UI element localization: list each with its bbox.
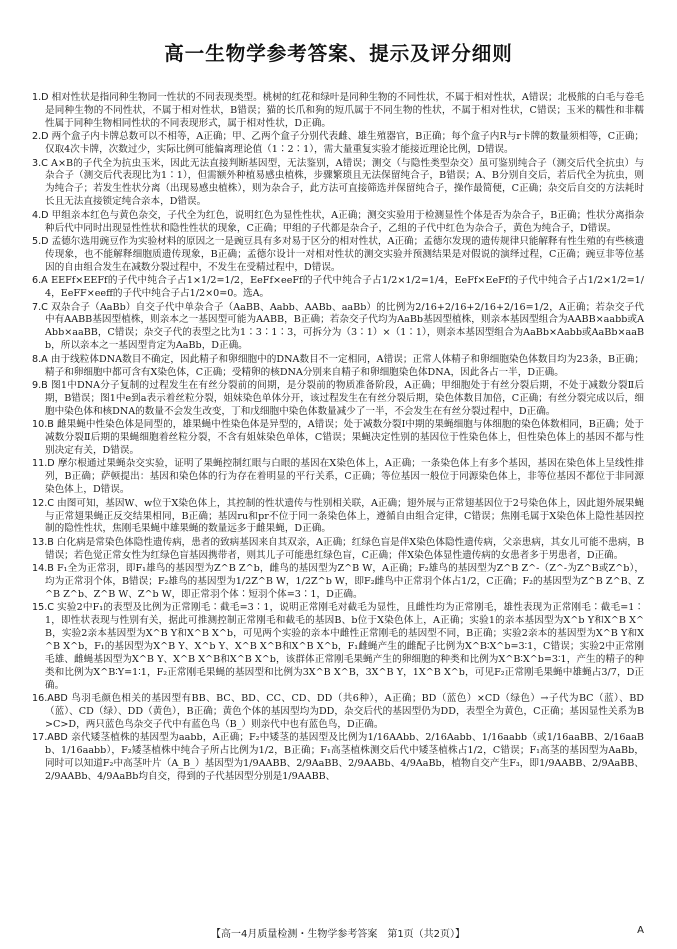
answer-number: 6.A <box>32 275 48 287</box>
answer-item <box>32 537 644 563</box>
answer-number: 3.C <box>32 157 48 169</box>
answer-number: 15.C <box>32 602 54 614</box>
answer-number: 7.C <box>32 301 48 313</box>
answer-item <box>32 236 644 275</box>
answer-text: 鸟羽毛颜色相关的基因型有BB、BC、BD、CC、CD、DD（共6种），A正确；BD（蓝色）×CD（绿色）→子代为BC（蓝）、BD（蓝）、CD（绿）、DD（黄色），B正确；黄色个体的基因型均为DD，杂交后代的基因型仍为DD，表型全为黄色，C正确；基因显性关系为B>C>D，两只蓝色鸟杂交子代中有蓝色鸟（B_）则亲代中也有蓝色鸟，D正确。 <box>45 693 644 730</box>
answer-text: 摩尔根通过果蝇杂交实验，证明了果蝇控制红眼与白眼的基因在X染色体上，A正确；一条染色体上有多个基因，基因在染色体上呈线性排列，B正确；萨顿提出：基因和染色体的行为存在着明显的平行关系，C正确；等位基因一般位于同源染色体上，非等位基因不都位于非同源染色体上，D错误。 <box>45 458 644 496</box>
answer-item <box>32 419 644 458</box>
answer-item <box>32 275 644 301</box>
answer-item <box>32 693 644 732</box>
answer-number: 13.B <box>32 536 54 548</box>
answer-text: F₁全为正常羽，即F₁雄鸟的基因型为Z^B Z^b，雌鸟的基因型为Z^B W，A正确；F₂雄鸟的基因型为Z^B Z^-（Z^-为Z^B或Z^b），均为正常羽个体，B错误；F₂雄鸟的基因型为1/2Z^B W，1/2Z^b W，即F₂雌鸟中正常羽个体占1/2，C正确；F₂的基因型为Z^B Z^B、Z^B Z^b、Z^B W、Z^b W，即正常羽个体∶短羽个体=3∶1，D正确。 <box>45 563 644 600</box>
answer-number: 2.D <box>32 131 49 143</box>
page-footer <box>32 925 644 939</box>
answer-text: 图1中DNA分子复制的过程发生在有丝分裂前的间期，是分裂前的物质准备阶段，A正确；甲细胞处于有丝分裂后期，不处于减数分裂Ⅱ后期，B错误；图1中e到a表示着丝粒分裂，姐妹染色单体分开，该过程发生在有丝分裂后期，染色体数目加倍，C正确；有丝分裂完成以后，细胞中染色体和核DNA的数量不会发生改变，丁和戊细胞中染色体数量减少了一半，不会发生在有丝分裂过程中，D正确。 <box>45 379 644 417</box>
answer-number: 1.D <box>32 92 49 103</box>
answer-text: 实验2中F₁的表型及比例为正常刚毛∶截毛=3∶1，说明正常刚毛对截毛为显性，且雌性均为正常刚毛，雄性表现为正常刚毛∶截毛=1∶1，即性状表现与性别有关，据此可推测控制正常刚毛和截毛的基因B、b位于X染色体上，A正确；实验1的亲本基因型为X^b Y和X^B X^B，实验2亲本基因型为X^B Y和X^B X^b，可见两个实验的亲本中雌性正常刚毛的基因型不同，B正确；实验2亲本的基因型为X^B Y和X^B X^b，F₁的基因型为X^B Y、X^b Y、X^B X^B和X^B X^b，F₁雌蝇产生的雌配子比例为X^B∶X^b=3∶1，C错误；实验2中正常刚毛雄、雌蝇基因型为X^B Y、X^B X^B和X^B X^b，该群体正常刚毛果蝇产生的卵细胞的种类和比例为X^B∶X^b=3∶1，产生的精子的种类和比例为X^B∶Y=1∶1，F₂正常刚毛果蝇的基因型和比例为3X^B X^B，3X^B Y，1X^B X^b，可见F₂正常刚毛果蝇中雄蝇占3/7，D正确。 <box>45 602 644 691</box>
answer-number: 17.ABD <box>32 732 68 744</box>
answer-item <box>32 732 644 784</box>
answer-text: A×B的子代全为抗虫玉米，因此无法直接判断基因型，无法鉴别，A错误；测交（与隐性类型杂交）虽可鉴别纯合子（测交后代全抗虫）与杂合子（测交后代表现比为1∶1），但需额外种植易感虫植株，步骤繁琐且无法保留纯合子，B错误；A、B分别自交后，若后代全为抗虫，则为纯合子；若发生性状分离（出现易感虫植株），则为杂合子，此方法可直接筛选并保留纯合子，操作最简便，C正确；杂交后自交的方法耗时长且无法直接锁定纯合亲本，D错误。 <box>45 157 644 208</box>
answer-item <box>32 92 644 131</box>
answer-item <box>32 302 644 354</box>
answer-item <box>32 210 644 236</box>
answer-text: 双杂合子（AaBb）自交子代中单杂合子（AaBB、Aabb、AABb、aaBb）的比例为2/16+2/16+2/16+2/16=1/2，A正确；若杂交子代中有AABB基因型植株，则亲本之一基因型可能为AABB，B正确；若杂交子代均为AaBb基因型植株，则亲本基因型组合为AABB×aabb或AAbb×aaBB，C错误；杂交子代的表型之比为1∶3∶1∶3，可拆分为（3∶1）×（1∶1），则亲本基因型组合为AaBb×Aabb或AaBb×aaBb，所以亲本之一基因型肯定为AaBb，D正确。 <box>45 301 644 352</box>
answer-item <box>32 458 644 497</box>
answer-text: 两个盒子内卡牌总数可以不相等，A正确；甲、乙两个盒子分别代表雌、雄生殖器官，B正确；每个盒子内R与r卡牌的数量须相等，C正确；仅取4次卡牌，次数过少，实际比例可能偏离理论值（1∶2∶1），需大量重复实验才能接近理论比例，D错误。 <box>45 131 644 156</box>
answer-number: 14.B <box>32 563 54 575</box>
answer-text: EEFf×EEFf的子代中纯合子占1×1/2=1/2，EeFf×eeFf的子代中纯合子占1/2×1/2=1/4，EeFf×EeFf的子代中纯合子占1/2×1/2=1/4，EeFF×eeff的子代中纯合子占1/2×0=0。选A。 <box>45 275 644 300</box>
answer-number: 11.D <box>32 458 55 470</box>
answer-item <box>32 158 644 210</box>
answer-item <box>32 563 644 602</box>
answer-number: 12.C <box>32 497 54 509</box>
answer-text: 白化病是常染色体隐性遗传病，患者的致病基因来自其双亲，A正确；红绿色盲是伴X染色体隐性遗传病，父亲患病，其女儿可能不患病，B错误；若色觉正常女性为红绿色盲基因携带者，则其儿子可能患红绿色盲，C正确；伴X染色体显性遗传病的女患者多于男患者，D正确。 <box>45 536 644 561</box>
answer-text: 由图可知，基因W、w位于X染色体上，其控制的性状遗传与性别相关联，A正确；翅外展与正常翅基因位于2号染色体上，因此翅外展果蝇与正常翅果蝇正反交结果相同，B正确；基因ru和pr不位于同一条染色体上，遵循自由组合定律，C错误；焦刚毛属于X染色体上隐性基因控制的隐性性状，焦刚毛果蝇中雄果蝇的数量远多于雌果蝇，D正确。 <box>45 497 644 535</box>
answer-number: 9.B <box>32 379 48 391</box>
answer-list <box>32 92 644 785</box>
answer-item <box>32 602 644 692</box>
answer-text: 孟德尔选用豌豆作为实验材料的原因之一是豌豆具有多对易于区分的相对性状，A正确；孟德尔发现的遗传规律只能解释有性生殖的有些核遗传现象，也不能解释细胞质遗传现象，B正确；孟德尔设计一对相对性状的测交实验并预测结果是对假说的演绎过程，C正确；豌豆非等位基因的自由组合发生在减数分裂过程中，不发生在受精过程中，D错误。 <box>45 235 644 273</box>
footer-version-letter: A <box>637 925 644 936</box>
answer-text: 由于线粒体DNA数目不确定，因此精子和卵细胞中的DNA数目不一定相同，A错误；正常人体精子和卵细胞染色体数目均为23条，B正确；精子和卵细胞中都可含有X染色体，C正确；受精卵的核DNA分别来自精子和卵细胞染色体DNA，因此各占一半，D正确。 <box>45 353 644 378</box>
answer-number: 16.ABD <box>32 693 68 705</box>
page-title: 高一生物学参考答案、提示及评分细则 <box>164 42 513 65</box>
answer-item <box>32 354 644 380</box>
answer-number: 5.D <box>32 235 49 247</box>
answer-text: 亲代矮茎植株的基因型为aabb，A正确；F₂中矮茎的基因型及比例为1/16AAbb、2/16Aabb、1/16aabb（或1/16aaBB、2/16aaBb、1/16aabb），F₂矮茎植株中纯合子所占比例为1/2，B正确；F₁高茎植株测交后代中矮茎植株占1/2，C错误；F₁高茎的基因型为AaBb，同时可以知道F₂中高茎叶片（A_B_）基因型为1/9AABB、2/9AaBB、2/9AABb、4/9AaBb，植物自交产生F₃，即1/9AABB、2/9AaBB、2/9AABb、4/9AaBb均自交，得到的子代基因型分别是1/9AABB、 <box>45 732 644 783</box>
answer-number: 4.D <box>32 209 49 221</box>
answer-number: 10.B <box>32 419 54 431</box>
footer-page-info: 【高一4月质量检测・生物学参考答案 第1页（共2页）】 <box>210 929 466 940</box>
answer-item <box>32 131 644 157</box>
answer-item <box>32 380 644 419</box>
answer-text: 雌果蝇中性染色体是同型的，雄果蝇中性染色体是异型的，A错误；处于减数分裂Ⅰ中期的果蝇细胞与体细胞的染色体数相同，B正确；处于减数分裂Ⅱ后期的果蝇细胞着丝粒分裂，不含有姐妹染色单体，C错误；果蝇决定性别的基因位于性染色体上，但性染色体上的基因不都与性别决定有关，D错误。 <box>45 419 644 456</box>
answer-number: 8.A <box>32 353 48 365</box>
answer-text: 甲组亲本红色与黄色杂交，子代全为红色，说明红色为显性性状，A正确；测交实验用于检测显性个体是否为杂合子，B正确；性状分离指杂种后代中同时出现显性性状和隐性性状的现象，C正确；甲组的子代都是杂合子，乙组的子代中红色为杂合子，黄色为纯合子，D错误。 <box>45 209 644 234</box>
answer-item <box>32 498 644 537</box>
answer-text: 相对性状是指同种生物同一性状的不同表现类型。桃树的红花和绿叶是同种生物的不同性状，不属于相对性状，A错误；北极熊的白毛与卷毛是同种生物的不同性状，不属于相对性状，B错误；猫的长爪和狗的短爪属于不同生物的性状，不属于相对性状，C错误；玉米的糯性和非糯性属于同种生物相同性状的不同表现形式，属于相对性状，D正确。 <box>45 92 644 129</box>
